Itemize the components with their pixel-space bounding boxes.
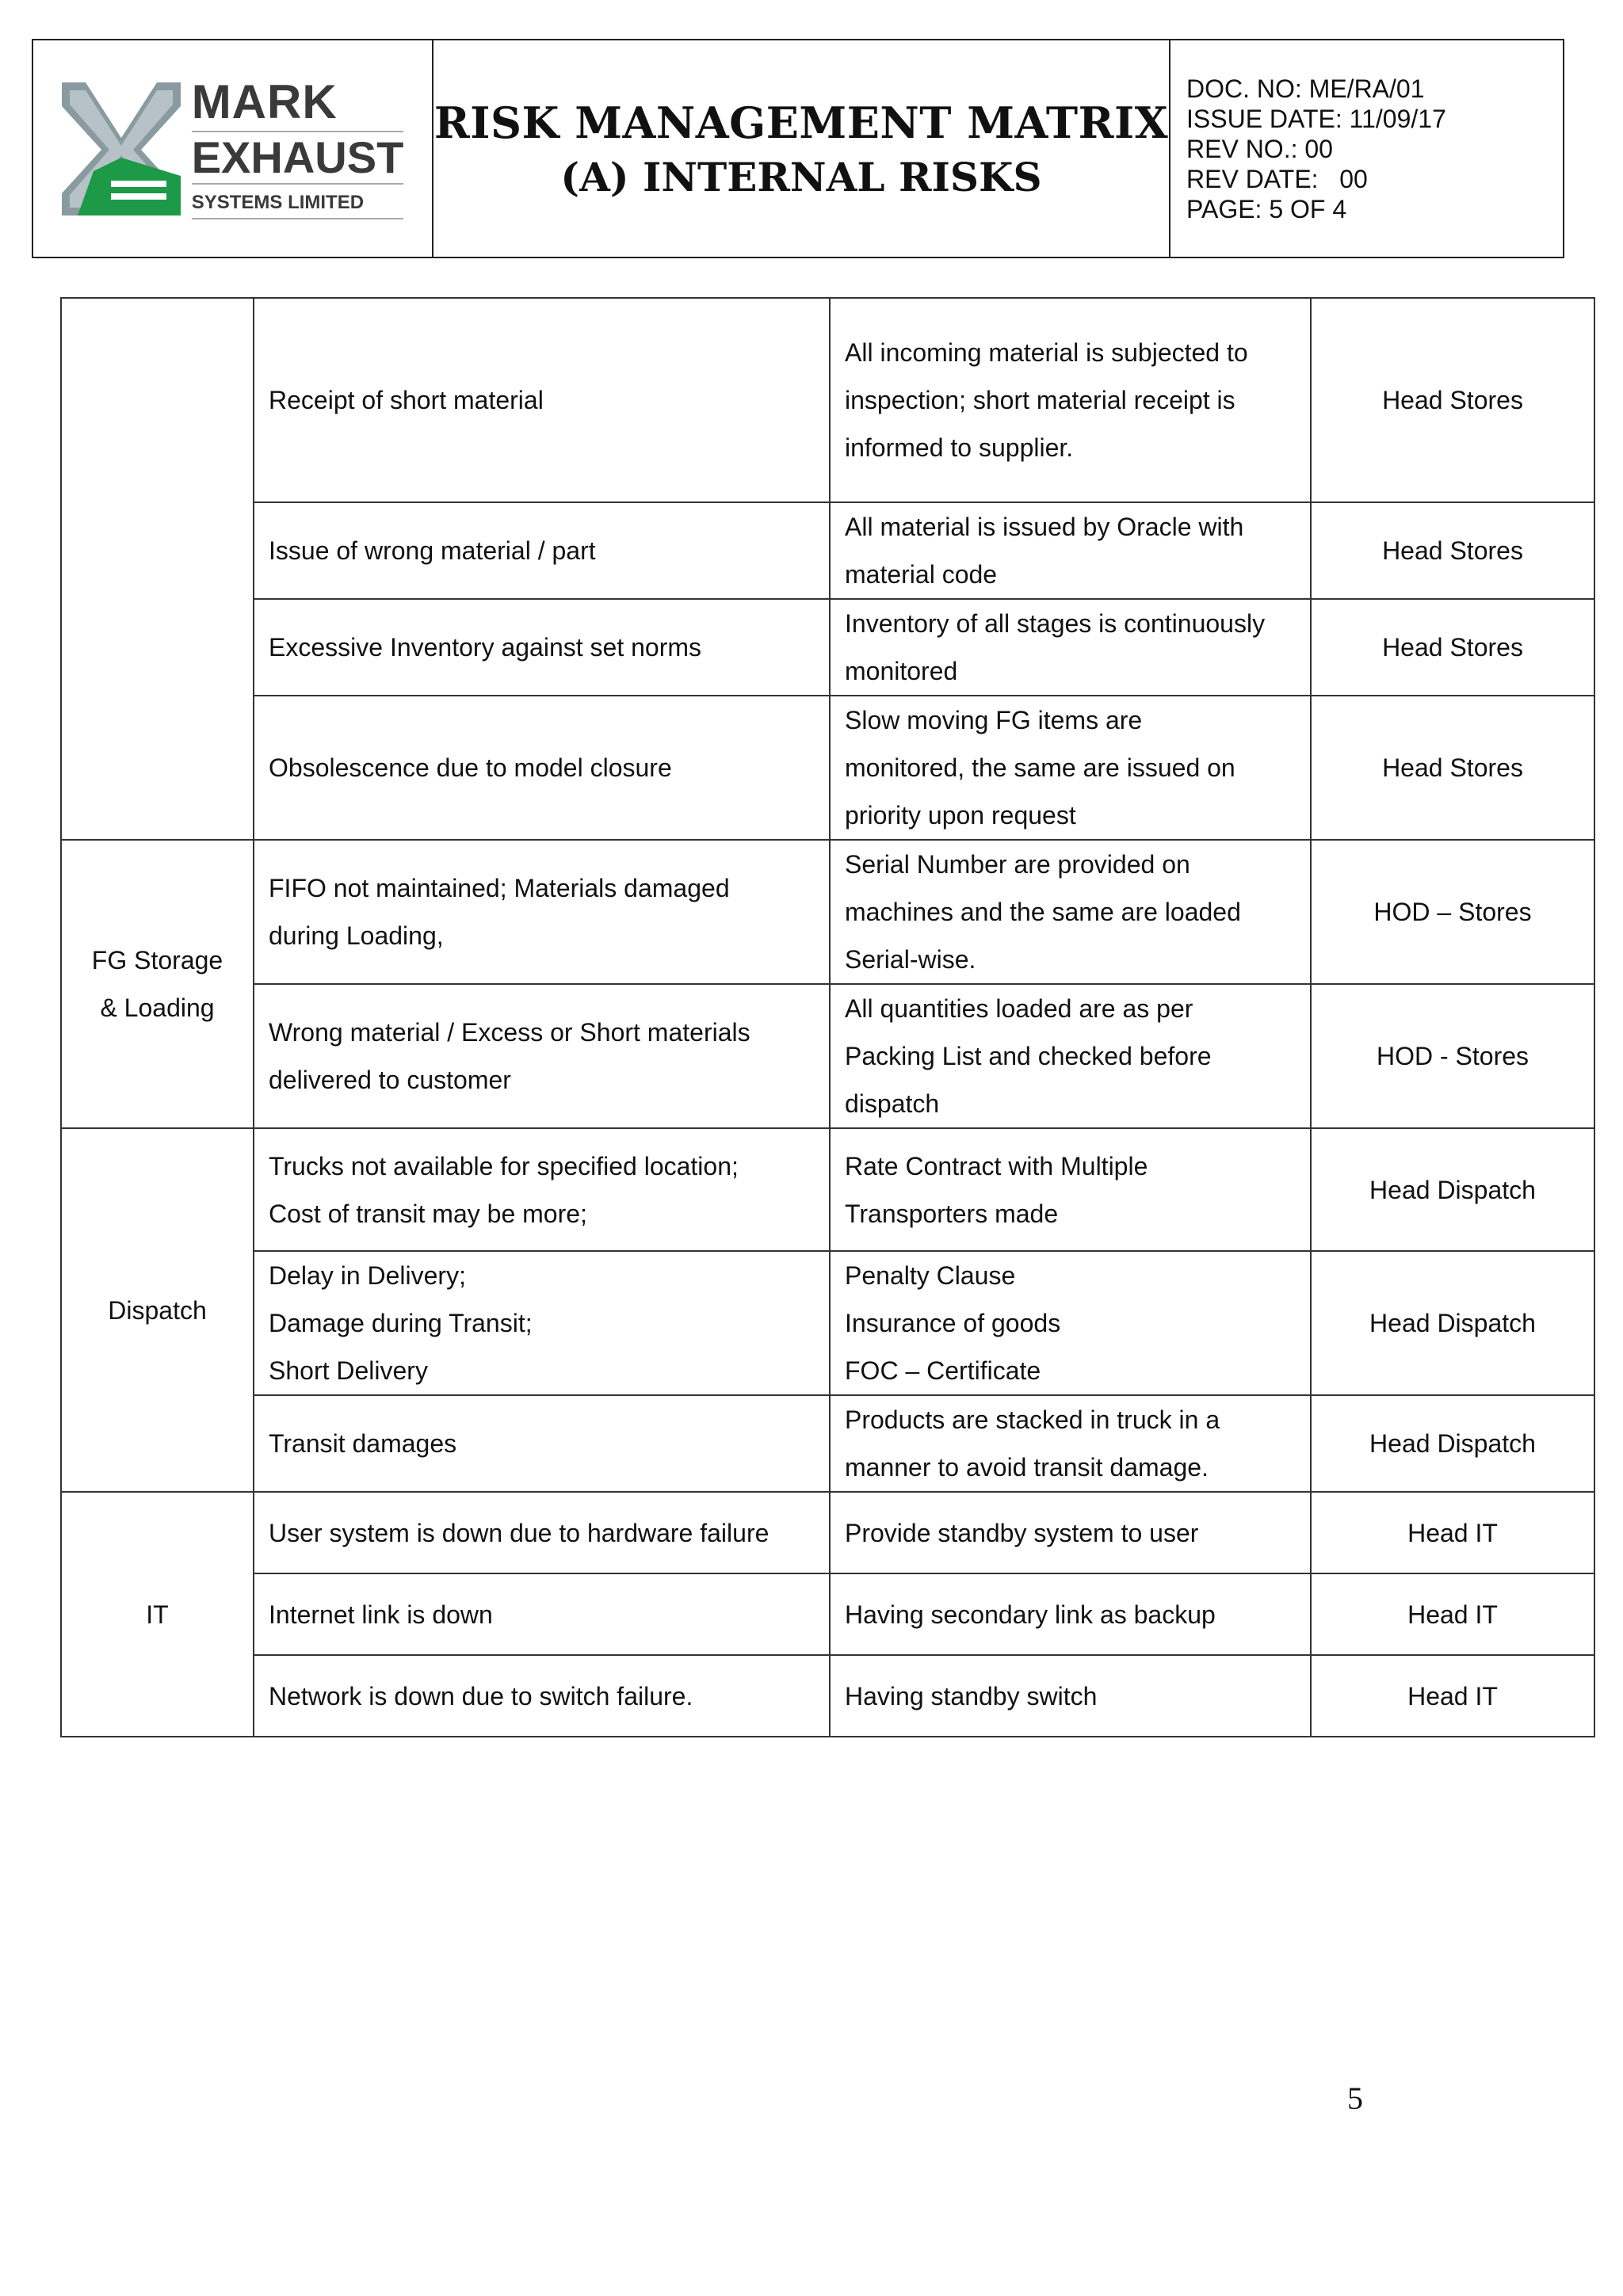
area-cell bbox=[61, 298, 254, 840]
page-info: PAGE: 5 OF 4 bbox=[1186, 194, 1347, 223]
mitigation-cell: Rate Contract with Multiple Transporters made bbox=[830, 1128, 1311, 1251]
responsibility-cell: HOD – Stores bbox=[1311, 840, 1594, 984]
mitigation-cell: All incoming material is subjected to inspection; short material receipt is informed to supplier. bbox=[830, 298, 1311, 502]
responsibility-cell: HOD - Stores bbox=[1311, 984, 1594, 1128]
responsibility-cell: Head Dispatch bbox=[1311, 1395, 1594, 1492]
mitigation-cell: All material is issued by Oracle with material code bbox=[830, 502, 1311, 599]
responsibility-cell: Head IT bbox=[1311, 1655, 1594, 1737]
risk-cell: Delay in Delivery; Damage during Transit; Short Delivery bbox=[254, 1251, 830, 1395]
table-row bbox=[61, 1492, 1594, 1573]
table-row bbox=[61, 599, 1594, 696]
risk-cell: Excessive Inventory against set norms bbox=[254, 599, 830, 696]
mitigation-cell: Having secondary link as backup bbox=[830, 1573, 1311, 1655]
responsibility-cell: Head IT bbox=[1311, 1573, 1594, 1655]
risk-cell: FIFO not maintained; Materials damaged during Loading, bbox=[254, 840, 830, 984]
logo-cell bbox=[33, 40, 433, 257]
risk-cell: Internet link is down bbox=[254, 1573, 830, 1655]
company-logo bbox=[62, 74, 404, 219]
risk-cell: Transit damages bbox=[254, 1395, 830, 1492]
table-row bbox=[61, 502, 1594, 599]
area-cell: Dispatch bbox=[61, 1128, 254, 1492]
mitigation-cell: All quantities loaded are as per Packing List and checked before dispatch bbox=[830, 984, 1311, 1128]
responsibility-cell: Head Dispatch bbox=[1311, 1251, 1594, 1395]
table-row bbox=[61, 1251, 1594, 1395]
mitigation-cell: Having standby switch bbox=[830, 1655, 1311, 1737]
mitigation-cell: Provide standby system to user bbox=[830, 1492, 1311, 1573]
logo-line-exhaust: EXHAUST bbox=[192, 131, 404, 185]
risk-cell: User system is down due to hardware failure bbox=[254, 1492, 830, 1573]
risk-cell: Network is down due to switch failure. bbox=[254, 1655, 830, 1737]
mitigation-cell: Serial Number are provided on machines and the same are loaded Serial-wise. bbox=[830, 840, 1311, 984]
mitigation-cell: Products are stacked in truck in a manner to avoid transit damage. bbox=[830, 1395, 1311, 1492]
risk-cell: Issue of wrong material / part bbox=[254, 502, 830, 599]
area-cell: IT bbox=[61, 1492, 254, 1737]
document-control-info bbox=[1170, 40, 1563, 257]
area-cell: FG Storage & Loading bbox=[61, 840, 254, 1128]
logo-line-systems: SYSTEMS LIMITED bbox=[192, 191, 404, 219]
risk-matrix-table bbox=[60, 297, 1595, 1737]
logo-line-mark: MARK bbox=[191, 74, 338, 128]
responsibility-cell: Head Stores bbox=[1311, 298, 1594, 502]
revision-date: REV DATE: 00 bbox=[1186, 164, 1368, 193]
issue-date: ISSUE DATE: 11/09/17 bbox=[1186, 104, 1446, 133]
document-subtitle: (A) INTERNAL RISKS bbox=[560, 153, 1042, 200]
doc-number: DOC. NO: ME/RA/01 bbox=[1186, 74, 1425, 103]
mark-exhaust-logo-icon bbox=[62, 82, 181, 215]
responsibility-cell: Head Dispatch bbox=[1311, 1128, 1594, 1251]
risk-cell: Wrong material / Excess or Short materials delivered to customer bbox=[254, 984, 830, 1128]
table-row bbox=[61, 298, 1594, 502]
table-row bbox=[61, 984, 1594, 1128]
document-header bbox=[32, 39, 1564, 258]
table-row bbox=[61, 840, 1594, 984]
responsibility-cell: Head IT bbox=[1311, 1492, 1594, 1573]
risk-cell: Trucks not available for specified location; Cost of transit may be more; bbox=[254, 1128, 830, 1251]
responsibility-cell: Head Stores bbox=[1311, 599, 1594, 696]
page-number: 5 bbox=[1347, 2081, 1363, 2116]
responsibility-cell: Head Stores bbox=[1311, 696, 1594, 840]
mitigation-cell: Inventory of all stages is continuously monitored bbox=[830, 599, 1311, 696]
table-row bbox=[61, 1395, 1594, 1492]
document-title: RISK MANAGEMENT MATRIX bbox=[433, 97, 1169, 148]
risk-cell: Receipt of short material bbox=[254, 298, 830, 502]
table-row bbox=[61, 696, 1594, 840]
mitigation-cell: Slow moving FG items are monitored, the same are issued on priority upon request bbox=[830, 696, 1311, 840]
table-row bbox=[61, 1573, 1594, 1655]
mitigation-cell: Penalty Clause Insurance of goods FOC – Certificate bbox=[830, 1251, 1311, 1395]
responsibility-cell: Head Stores bbox=[1311, 502, 1594, 599]
table-row bbox=[61, 1128, 1594, 1251]
title-cell bbox=[433, 40, 1170, 257]
risk-cell: Obsolescence due to model closure bbox=[254, 696, 830, 840]
revision-number: REV NO.: 00 bbox=[1186, 134, 1333, 163]
table-row bbox=[61, 1655, 1594, 1737]
